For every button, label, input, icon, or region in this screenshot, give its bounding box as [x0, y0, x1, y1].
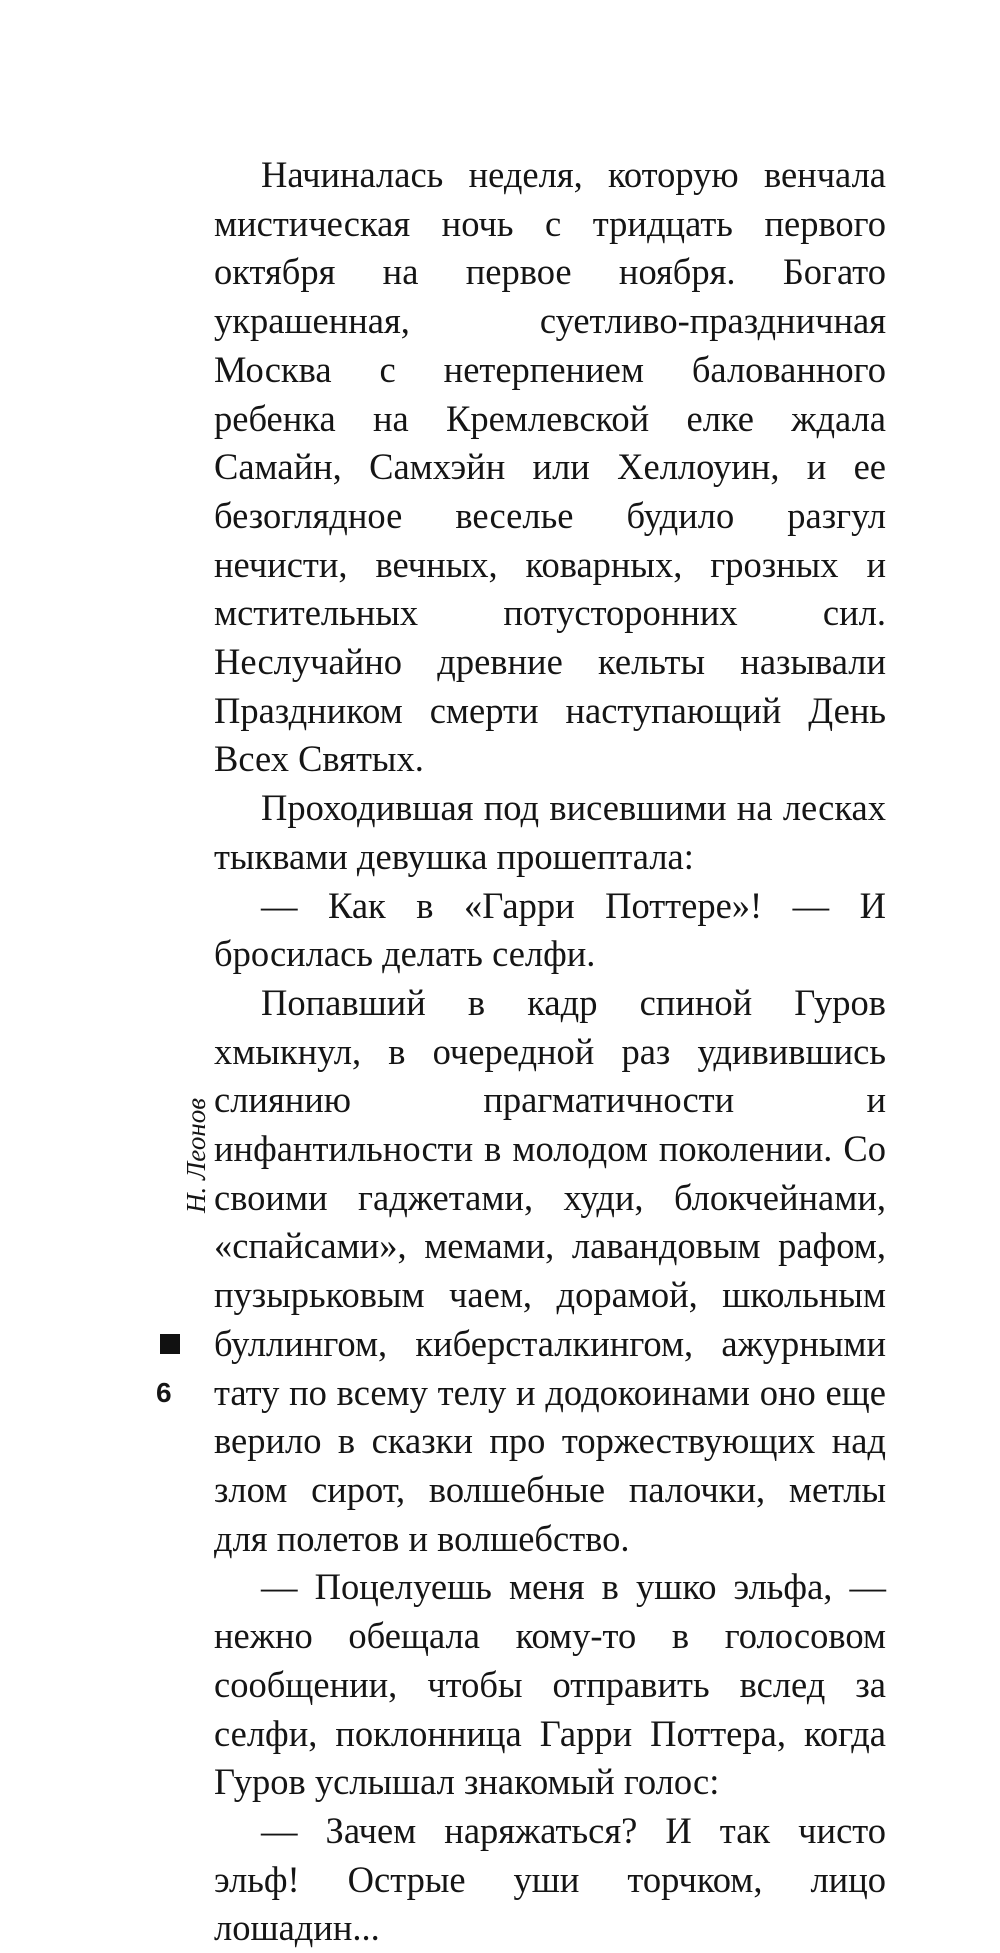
square-marker-icon: [160, 1334, 180, 1354]
page-number: 6: [156, 1377, 172, 1408]
paragraph-elf-ear-quote: — Поцелуешь меня в ушко эльфа, — нежно обещала кому-то в голосовом сообщении, чтобы отправить вслед за селфи, поклонница Гарри Поттера, когда Гуров услышал знакомый голос:: [214, 1566, 886, 1803]
paragraph-intro: Начиналась неделя, которую венчала мистическая ночь с тридцать первого октября на первое ноября. Богато украшенная, суетливо-праздничная Москва с нетерпением балованного ребенка на Кремлевской елке ждала Самайн, Самхэйн или Хеллоуин, и ее безоглядное веселье будило разгул нечисти, вечных, коварных, грозных и мстительных потусторонних сил. Неслучайно древние кельты называли Праздником смерти наступающий День Всех Святых.: [214, 154, 886, 780]
paragraph-girl-whisper: Проходившая под висевшими на лесках тыквами девушка прошептала:: [214, 787, 886, 877]
body-text: [214, 151, 886, 1953]
paragraph-familiar-voice: — Зачем наряжаться? И так чисто эльф! Острые уши торчком, лицо лошадин...: [214, 1809, 886, 1949]
running-head-author: Н. Леонов: [181, 1097, 211, 1213]
paragraph-harry-potter-quote: — Как в «Гарри Поттере»! — И бросилась делать селфи.: [214, 884, 886, 975]
paragraph-gurov-reflection: Попавший в кадр спиной Гуров хмыкнул, в очередной раз удивившись слиянию прагматичности и инфантильности в молодом поколении. Со своими гаджетами, худи, блокчейнами, «спайсами», мемами, лавандовым рафом, пузырьковым чаем, дорамой, школьным буллингом, киберсталкингом, ажурными тату по всему телу и додокоинами оно еще верило в сказки про торжествующих над злом сирот, волшебные палочки, метлы для полетов и волшебство.: [214, 981, 886, 1559]
